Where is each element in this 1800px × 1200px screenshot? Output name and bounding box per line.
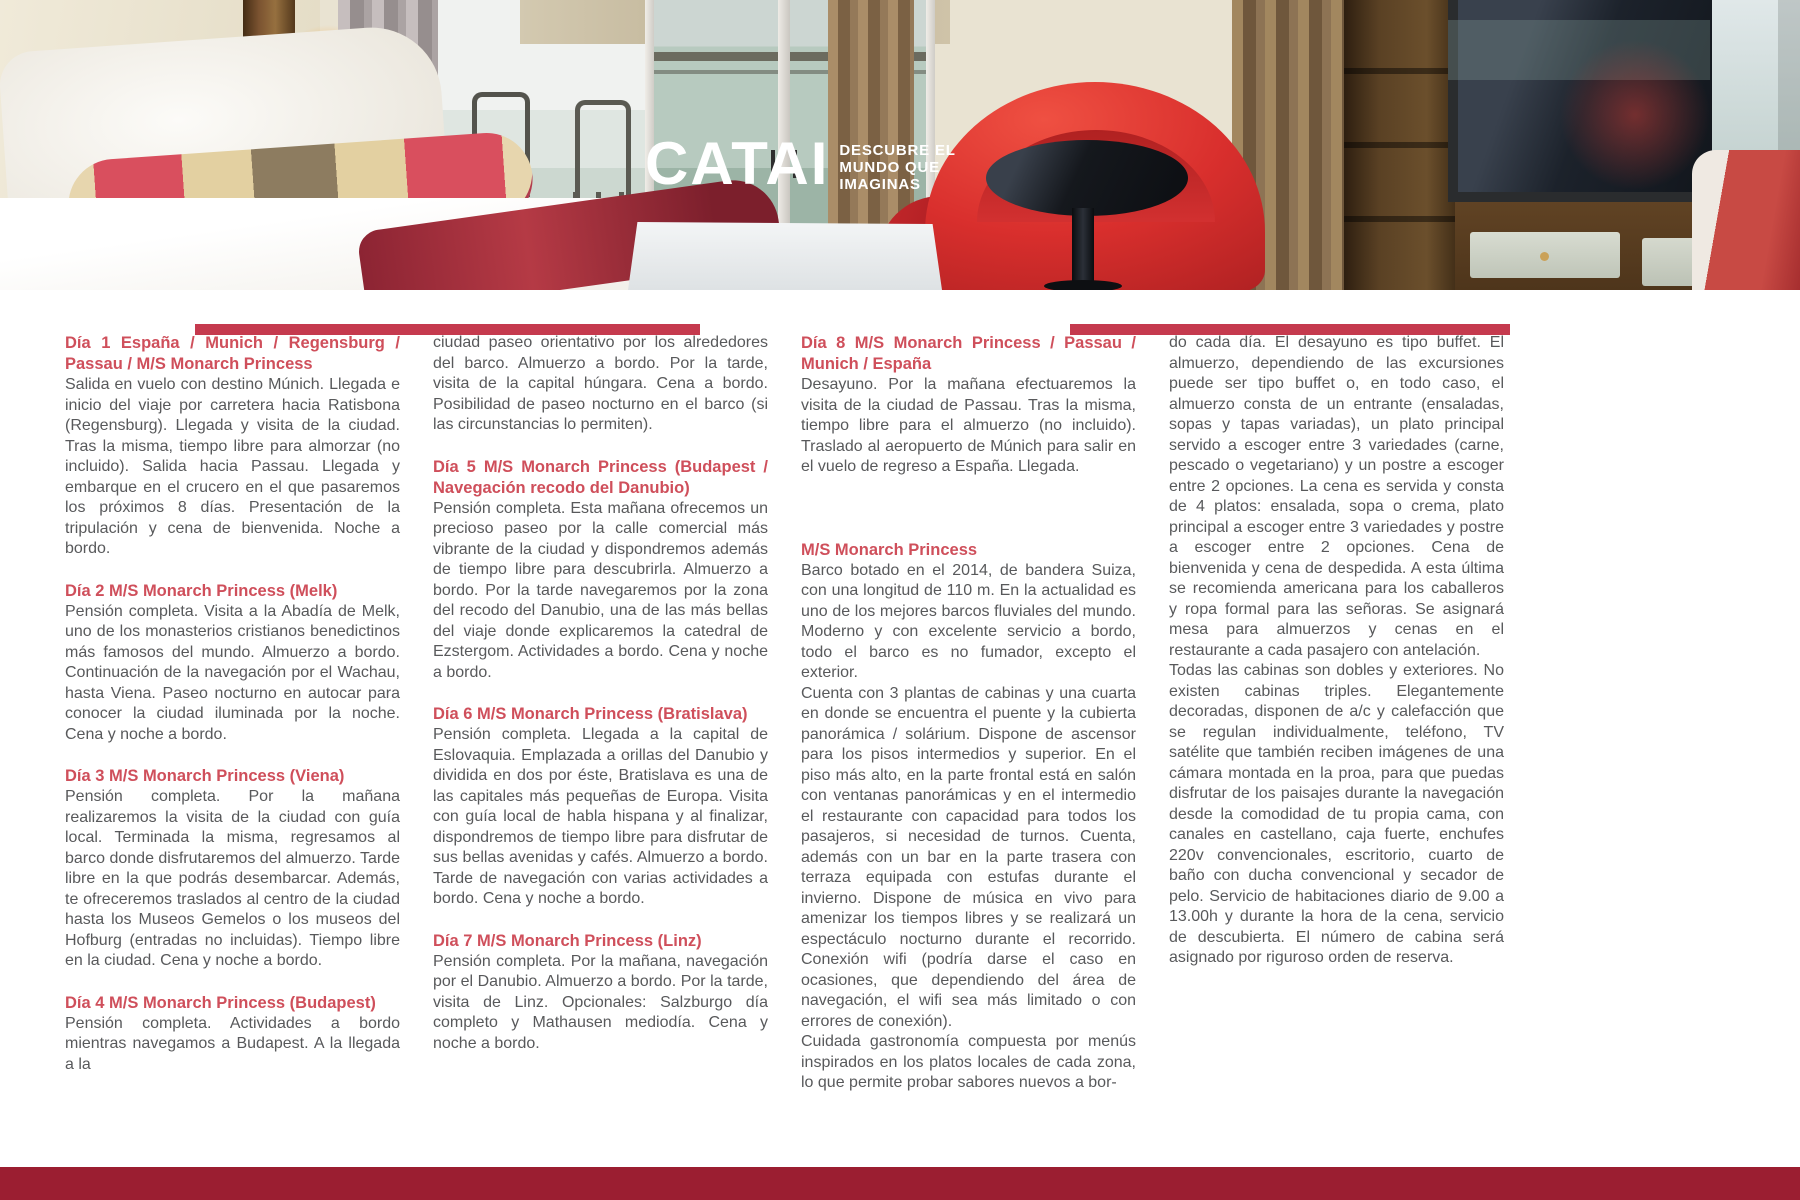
logo-tagline	[839, 138, 955, 193]
section-heading: Día 4 M/S Monarch Princess (Budapest)	[65, 993, 376, 1012]
window-right	[1712, 0, 1800, 158]
text-column-1	[65, 333, 400, 1094]
section-heading: Día 8 M/S Monarch Princess / Passau / Munich / España	[801, 334, 1136, 373]
body-paragraph: Desayuno. Por la mañana efectuaremos la visita de la ciudad de Passau. Tras la misma, tiempo libre para el almuerzo (no incluido). Traslado al aeropuerto de Múnich para salir en el vuelo de regreso a España. Llegada.	[801, 376, 1136, 475]
body-paragraph: Pensión completa. Llegada a la capital de Eslovaquia. Emplazada a orillas del Danubio y dividida en dos por éste, Bratislava es una de las capitales más pequeñas de Europa. Visita con guía local de habla hispana y al finalizar, dispondremos de tiempo libre para disfrutar de sus bellas avenidas y cafés. Almuerzo a bordo. Tarde de navegación con varias actividades a bordo. Cena y noche a bordo.	[433, 726, 768, 907]
catai-logo	[645, 130, 956, 197]
body-paragraph: Pensión completa. Por la mañana realizaremos la visita de la ciudad con guía local. Terminada la misma, regresamos al barco donde disfrutaremos del almuerzo. Tarde libre en la que podrás desembarcar. Además, te ofreceremos traslados al centro de la ciudad hasta los Museos Gemelos o los museos del Hofburg (entradas no incluidas). Tiempo libre en la ciudad. Cena y noche a bordo.	[65, 788, 400, 969]
table-pedestal	[1072, 208, 1094, 288]
white-foreground-table	[628, 222, 942, 290]
body-paragraph: Pensión completa. Por la mañana, navegación por el Danubio. Almuerzo a bordo. Por la tarde, visita de Linz. Opcionales: Salzburgo día completo y Mathausen mediodía. Cena y noche a bordo.	[433, 952, 768, 1052]
body-paragraph: Salida en vuelo con destino Múnich. Llegada e inicio del viaje por carretera hacia Ratisbona (Regensburg). Llegada y visita de la ciudad. Tras la misma, tiempo libre para almorzar (no incluido). Salida hacia Passau. Llegada y embarque en el crucero en el que pasaremos los próximos 8 días. Presentación de la tripulación y cena de bienvenida. Noche a bordo.	[65, 376, 400, 557]
body-paragraph: Cuidada gastronomía compuesta por menús inspirados en los platos locales de cada zona, lo que permite probar sabores nuevos a bor-	[801, 1033, 1136, 1091]
body-paragraph: Pensión completa. Visita a la Abadía de Melk, uno de los monasterios cristianos benedictinos más famosos del mundo. Almuerzo a bordo. Continuación de la navegación por el Wachau, hasta Viena. Paseo nocturno en autocar para conocer la ciudad iluminada por la noche. Cena y noche a bordo.	[65, 602, 400, 743]
logo-tagline-line: IMAGINAS	[839, 175, 921, 193]
itinerary-block	[65, 581, 400, 746]
itinerary-block	[433, 704, 768, 910]
text-column-3	[801, 333, 1136, 1094]
section-heading: Día 6 M/S Monarch Princess (Bratislava)	[433, 705, 748, 723]
shelf-lines	[1344, 0, 1462, 290]
section-heading: Día 7 M/S Monarch Princess (Linz)	[433, 931, 702, 950]
drawer-knob	[1540, 252, 1549, 261]
footer-bar	[0, 1167, 1800, 1200]
body-paragraph: Pensión completa. Actividades a bordo mientras navegamos a Budapest. A la llegada a la	[65, 1014, 400, 1073]
hero-photo	[0, 0, 1800, 290]
body-paragraph: Todas las cabinas son dobles y exteriores. No existen cabinas triples. Elegantemente decoradas, disponen de a/c y calefacción que se regulan individualmente, teléfono, TV satélite que también reciben imágenes de una cámara montada en la proa, para que puedas disfrutar de los paisajes durante la navegación desde la comodidad de tu propia cama, con canales en castellano, caja fuerte, enchufes 220v convencionales, escritorio, cuarto de baño con ducha convencional y secador de pelo. Servicio de habitaciones diario de 9.00 a 13.00h y durante la hora de la cena, servicio de descubierta. El número de cabina será asignado por riguroso orden de reserva.	[1169, 662, 1504, 966]
itinerary-block	[65, 993, 400, 1076]
table-base	[1044, 280, 1122, 290]
tv-reflection-sofa	[1560, 40, 1710, 190]
itinerary-block	[65, 766, 400, 972]
body-paragraph: ciudad paseo orientativo por los alrededores del barco. Almuerzo a bordo. Por la tarde, visita de la capital húngara. Cena a bordo. Posibilidad de paseo nocturno en el barco (si las circunstancias lo permiten).	[433, 334, 768, 433]
itinerary-block	[433, 931, 768, 1055]
body-paragraph: do cada día. El desayuno es tipo buffet. El almuerzo, dependiendo de las excursiones puede ser tipo buffet o, en todo caso, el almuerzo consta de un entrante (ensaladas, sopas y tapas variadas), un plato principal servido a escoger entre 3 variedades (carne, pescado o vegetariano) y un postre a escoger entre 2 opciones. La cena es servida y consta de 4 platos: ensalada, sopa o crema, plato principal a escoger entre 3 variedades y postre a escoger entre 2 opciones. Cena de bienvenida y cena de despedida. A esta última se recomienda americana para los caballeros y ropa formal para las señoras. Se asignará mesa para almuerzos y cenas en el restaurante a cada pasajero con antelación.	[1169, 334, 1504, 659]
logo-wordmark: CATAI	[645, 130, 830, 197]
itinerary-block	[801, 333, 1136, 478]
red-bed-right	[1692, 150, 1800, 290]
itinerary-columns	[65, 333, 1505, 1094]
balcony-chair	[575, 100, 631, 200]
itinerary-block	[801, 540, 1136, 1094]
itinerary-block	[65, 333, 400, 560]
body-paragraph: Cuenta con 3 plantas de cabinas y una cuarta en donde se encuentra el puente y la cubierta panorámica / solárium. Dispone de ascensor para los pisos intermedios y superior. En el piso más alto, en la parte frontal está en salón con ventanas panorámicas y en el intermedio el restaurante con capacidad para todos los pasajeros, si necesidad de turnos. Cuenta, además con un bar en la parte trasera con terraza equipada con estufas durante el invierno. Dispone de música en vivo para amenizar los tiempos libres y se realizará un espectáculo nocturno durante el recorrido. Conexión wifi (podría darse el caso en ocasiones, que dependiendo del área de navegación, el wifi sea más limitado o con errores de conexión).	[801, 684, 1136, 1030]
itinerary-block	[1169, 333, 1504, 969]
body-paragraph: Pensión completa. Esta mañana ofrecemos un precioso paseo por la calle comercial más vibrante de la ciudad y dispondremos además de tiempo libre para descubrirla. Almuerzo a bordo. Por la tarde navegaremos por la zona del recodo del Danubio, una de las más bellas del viaje donde explicaremos la catedral de Ezstergom. Actividades a bordo. Cena y noche a bordo.	[433, 499, 768, 681]
logo-tagline-line: DESCUBRE EL	[839, 142, 956, 159]
text-column-2	[433, 333, 768, 1094]
section-heading: Día 3 M/S Monarch Princess (Viena)	[65, 767, 345, 785]
round-black-table	[986, 140, 1188, 216]
itinerary-block	[433, 333, 768, 436]
logo-tagline-line: MUNDO QUE	[839, 158, 940, 176]
section-heading: Día 5 M/S Monarch Princess (Budapest / Navegación recodo del Danubio)	[433, 457, 768, 497]
body-paragraph: Barco botado en el 2014, de bandera Suiza, con una longitud de 110 m. En la actualidad es uno de los mejores barcos fluviales del mundo. Moderno y con excelente servicio a bordo, todo el barco es no fumador, excepto el exterior.	[801, 561, 1136, 681]
itinerary-block	[433, 457, 768, 684]
section-heading: M/S Monarch Princess	[801, 540, 978, 559]
section-heading: Día 2 M/S Monarch Princess (Melk)	[65, 581, 338, 600]
text-column-4	[1169, 333, 1504, 1094]
section-heading: Día 1 España / Munich / Regensburg / Passau / M/S Monarch Princess	[65, 334, 400, 373]
